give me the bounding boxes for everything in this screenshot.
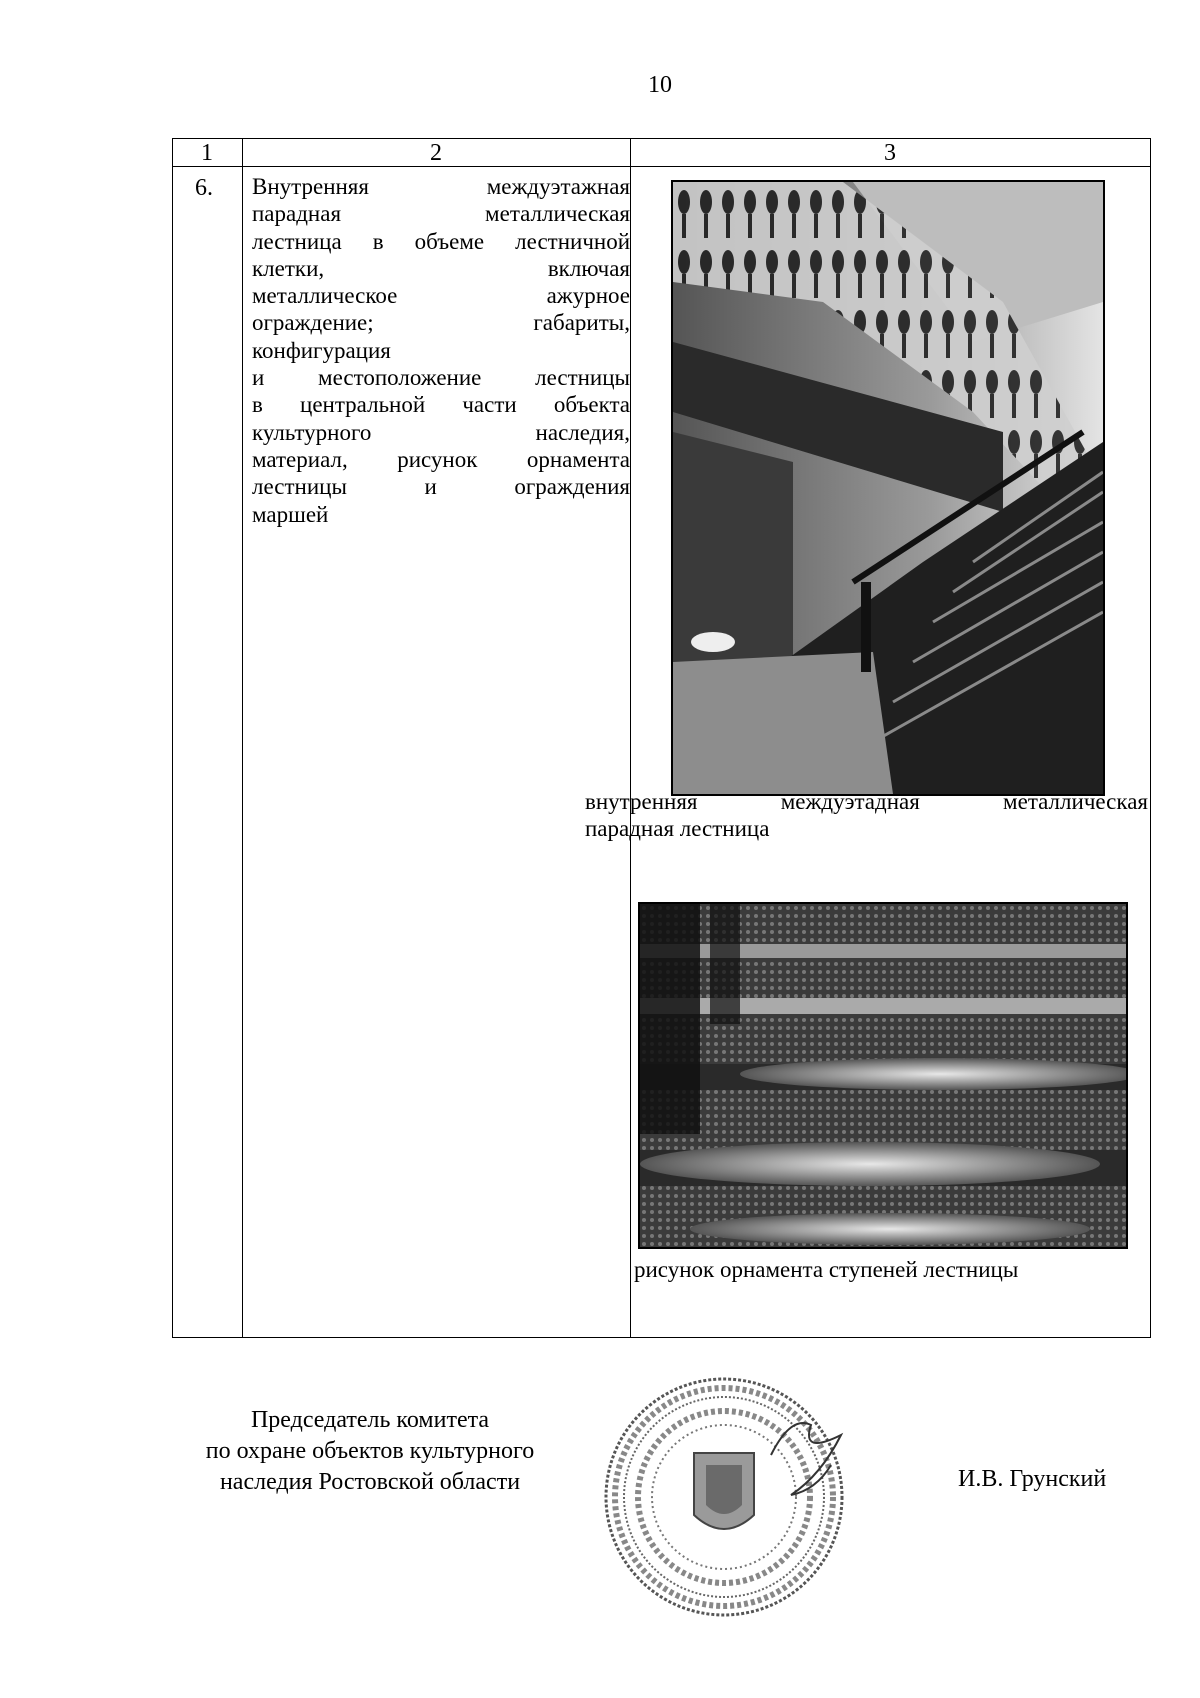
description-line: и местоположение лестницы (252, 365, 630, 391)
description-line: маршей (252, 501, 329, 527)
position-line: наследия Ростовской области (219, 1469, 521, 1495)
description-line: в центральной части объекта (252, 392, 630, 418)
official-seal (596, 1365, 868, 1637)
header-col-3: 3 (884, 140, 896, 166)
photo1-caption (585, 788, 1148, 842)
row-number: 6. (195, 175, 213, 201)
staircase-photo (671, 180, 1105, 796)
description-line: парадная металлическая (252, 201, 630, 227)
description-line: культурного наследия, (252, 419, 630, 445)
position-line: Председатель комитета (250, 1407, 490, 1433)
signatory-name: И.В. Грунский (958, 1466, 1107, 1492)
header-col-1: 1 (201, 140, 213, 166)
page-number: 10 (648, 72, 672, 98)
photo1-caption-line: парадная лестница (585, 816, 770, 841)
description-line: металлическое ажурное (252, 283, 630, 309)
description-line: конфигурация (252, 337, 391, 363)
object-description (252, 173, 630, 528)
description-line: клетки, включая (252, 255, 630, 281)
description-line: лестницы и ограждения (252, 474, 630, 500)
steps-ornament-photo (638, 902, 1128, 1249)
description-line: материал, рисунок орнамента (252, 446, 630, 472)
objects-table (172, 138, 1151, 1338)
signatory-position (170, 1405, 570, 1498)
header-col-2: 2 (430, 140, 442, 166)
description-line: ограждение; габариты, (252, 310, 630, 336)
photo1-caption-line: внутренняя междуэтадная металлическая (585, 789, 1148, 814)
photo2-caption: рисунок орнамента ступеней лестницы (634, 1257, 1019, 1282)
description-line: лестница в объеме лестничной (252, 228, 630, 254)
description-line: Внутренняя междуэтажная (252, 174, 630, 199)
position-line: по охране объектов культурного (205, 1438, 535, 1464)
